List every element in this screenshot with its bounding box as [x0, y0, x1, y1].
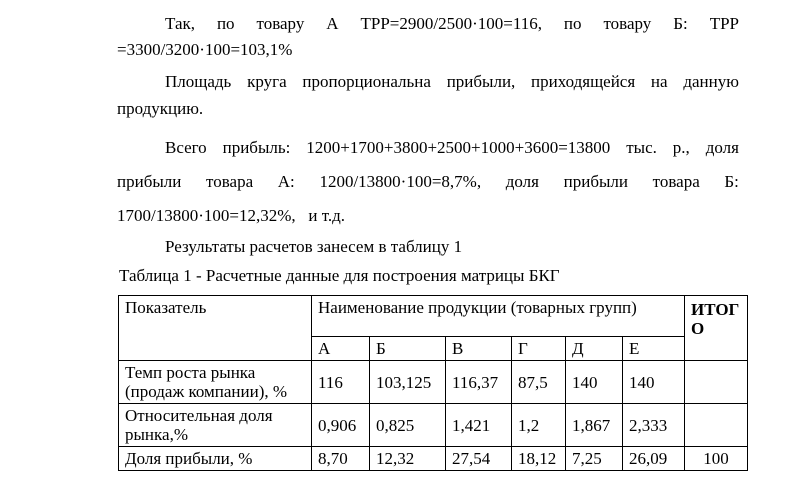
word: р.,	[672, 138, 690, 157]
row-label-line-2: (продаж компании), %	[125, 382, 288, 401]
total-cell	[685, 361, 748, 404]
value-cell: 18,12	[512, 447, 566, 471]
value-cell: 26,09	[623, 447, 685, 471]
paragraph-3-line-1	[165, 138, 739, 158]
total-cell: 100	[685, 447, 748, 471]
word: Площадь	[165, 72, 232, 91]
paragraph-1-line-2: =3300/3200·100=103,1%	[117, 40, 293, 59]
word: 1200/13800·100=8,7%,	[319, 172, 482, 191]
paragraph-2-line-1	[165, 72, 739, 92]
paragraph-1-line-1	[165, 14, 739, 34]
value-cell: 12,32	[370, 447, 446, 471]
word: доля	[705, 138, 739, 157]
row-label-line-1: Относительная доля	[125, 406, 273, 425]
value-cell: 140	[566, 361, 623, 404]
value-cell: 0,825	[370, 404, 446, 447]
value-cell: 87,5	[512, 361, 566, 404]
word: ТРР=2900/2500·100=116,	[360, 14, 542, 33]
word: прибыли,	[446, 72, 516, 91]
header-products: Наименование продукции (товарных групп)	[312, 296, 685, 337]
bkg-data-table	[118, 295, 748, 471]
value-cell: 2,333	[623, 404, 685, 447]
group-cell: А	[312, 337, 370, 361]
row-label	[119, 447, 312, 471]
value-cell: 8,70	[312, 447, 370, 471]
word: ТРР	[709, 14, 739, 33]
word: Б:	[673, 14, 688, 33]
group-cell: Б	[370, 337, 446, 361]
value-cell: 140	[623, 361, 685, 404]
value-cell: 1,421	[446, 404, 512, 447]
word: прибыли	[563, 172, 628, 191]
word: по	[563, 14, 582, 33]
header-total-line-2: О	[691, 319, 705, 338]
word: тыс.	[626, 138, 657, 157]
word: Так,	[165, 14, 196, 33]
word: на	[650, 72, 668, 91]
value-cell: 103,125	[370, 361, 446, 404]
value-cell: 1,2	[512, 404, 566, 447]
paragraph-4-line-1: Результаты расчетов занесем в таблицу 1	[165, 237, 463, 256]
paragraph-3-line-2	[117, 172, 739, 192]
word: товара	[206, 172, 254, 191]
row-label	[119, 361, 312, 404]
group-cell: В	[446, 337, 512, 361]
word: пропорциональна	[302, 72, 431, 91]
word: 1200+1700+3800+2500+1000+3600=13800	[306, 138, 611, 157]
group-cell: Г	[512, 337, 566, 361]
value-cell: 27,54	[446, 447, 512, 471]
group-cell: Е	[623, 337, 685, 361]
word: А:	[277, 172, 295, 191]
header-total-line-1: ИТОГ	[691, 300, 740, 319]
value-cell: 116,37	[446, 361, 512, 404]
value-cell: 0,906	[312, 404, 370, 447]
word: товару	[256, 14, 305, 33]
word: доля	[505, 172, 539, 191]
row-label-line-2: рынка,%	[125, 425, 188, 444]
row-label	[119, 404, 312, 447]
row-label-line-1: Темп роста рынка	[125, 363, 256, 382]
table-header-row	[119, 296, 748, 337]
word: круга	[247, 72, 287, 91]
group-cell: Д	[566, 337, 623, 361]
word: Б:	[724, 172, 739, 191]
value-cell: 1,867	[566, 404, 623, 447]
paragraph-3-line-3: 1700/13800·100=12,32%, и т.д.	[117, 206, 346, 225]
value-cell: 116	[312, 361, 370, 404]
table-row	[119, 361, 748, 404]
word: товара	[652, 172, 700, 191]
table-row	[119, 447, 748, 471]
total-cell	[685, 404, 748, 447]
header-indicator: Показатель	[119, 296, 312, 361]
table-caption: Таблица 1 - Расчетные данные для построения матрицы БКГ	[119, 266, 560, 285]
word: Всего	[165, 138, 207, 157]
word: данную	[683, 72, 739, 91]
value-cell: 7,25	[566, 447, 623, 471]
paragraph-2-line-2: продукцию.	[117, 99, 204, 118]
header-total	[685, 296, 748, 361]
word: по	[216, 14, 235, 33]
word: А	[326, 14, 339, 33]
word: прибыли	[117, 172, 182, 191]
table-row	[119, 404, 748, 447]
word: прибыль:	[222, 138, 291, 157]
word: приходящейся	[531, 72, 636, 91]
row-label-line-1: Доля прибыли, %	[125, 449, 253, 468]
word: товару	[603, 14, 652, 33]
